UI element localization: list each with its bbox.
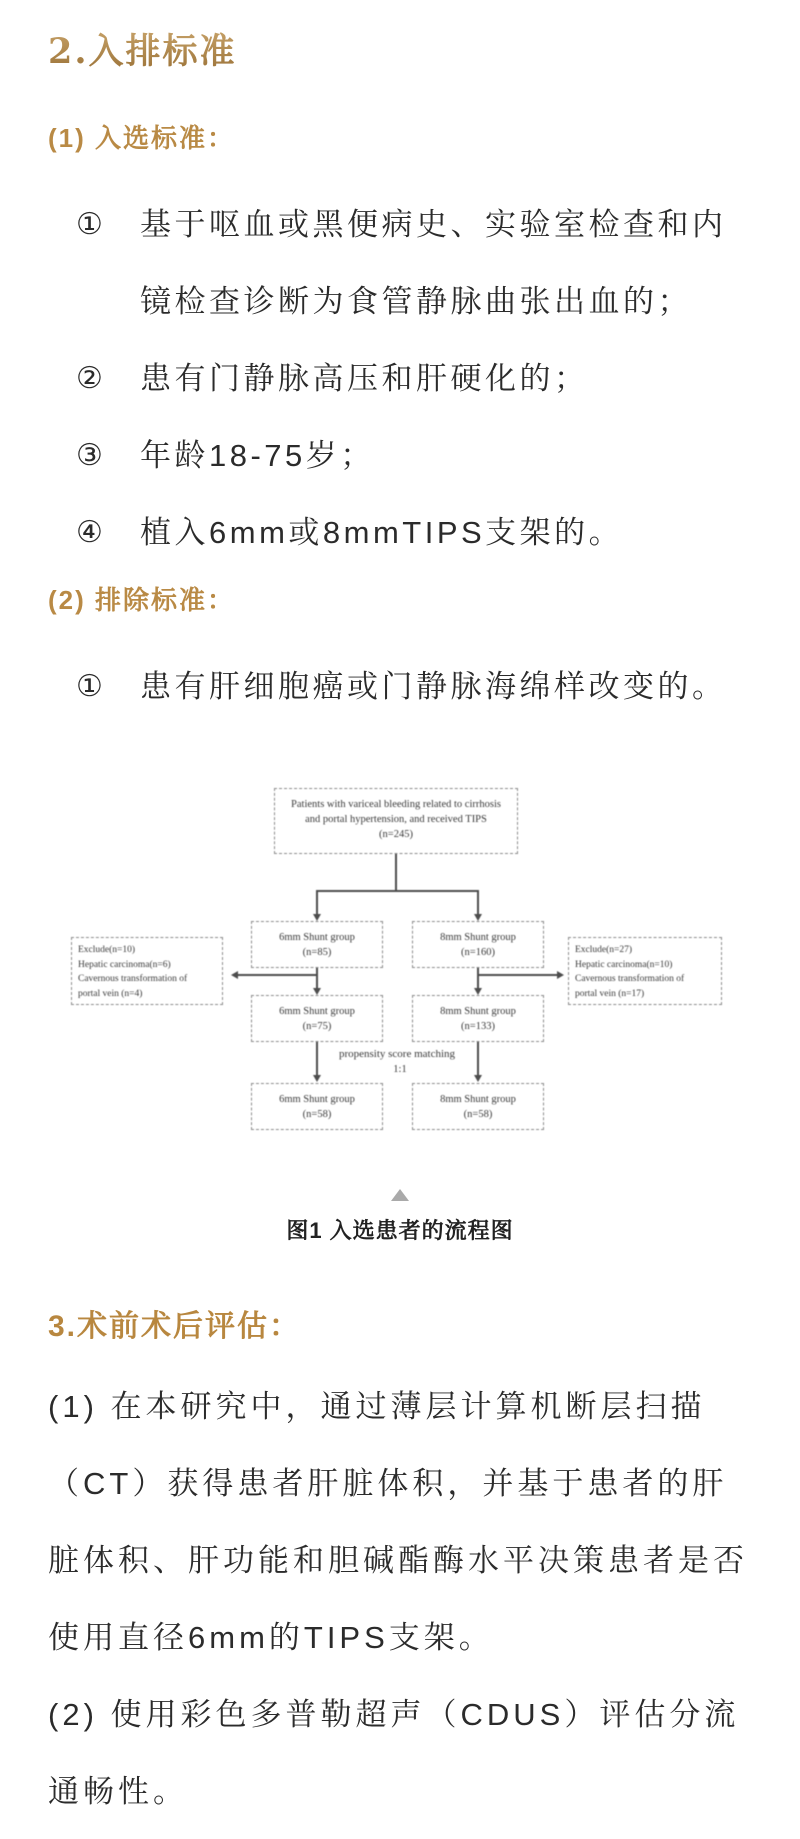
flow-box-6mm-initial: 6mm Shunt group (n=85) <box>251 921 383 968</box>
arrow-down-icon <box>313 914 321 921</box>
flow-box-6mm-matched: 6mm Shunt group (n=58) <box>251 1083 383 1130</box>
flow-connector <box>395 854 397 890</box>
assessment-paragraph-1: (1) 在本研究中，通过薄层计算机断层扫描 （CT）获得患者肝脏体积，并基于患者的肝 脏体积、肝功能和胆碱酯酶水平决策患者是否 使用直径6mm的TIPS支架。 <box>48 1389 748 1655</box>
arrow-down-icon <box>474 988 482 995</box>
section-heading-inclusion: (1) 入选标准： <box>48 123 236 153</box>
flow-box-exclude-right: Exclude(n=27) Hepatic carcinoma(n=10) Cavernous transformation of portal vein (n=17) <box>568 937 722 1005</box>
flow-box-patients-total: Patients with variceal bleeding related to cirrhosis and portal hypertension, and received TIPS (n=245) <box>274 788 518 854</box>
item-marker: ① <box>76 208 103 241</box>
arrow-down-icon <box>313 988 321 995</box>
flow-connector <box>316 968 318 988</box>
page-title: 2.入排标准 <box>48 24 237 74</box>
assessment-paragraph-2: (2) 使用彩色多普勒超声（CDUS）评估分流 通畅性。 <box>48 1697 740 1809</box>
flow-box-8mm-initial: 8mm Shunt group (n=160) <box>412 921 544 968</box>
flow-connector <box>477 968 479 988</box>
flow-connector <box>316 1042 318 1075</box>
item-text: 患有肝细胞癌或门静脉海绵样改变的。 <box>140 669 727 704</box>
arrow-down-icon <box>313 1075 321 1082</box>
item-marker: ① <box>76 670 103 703</box>
section-heading-assessment: 3.术前术后评估： <box>48 1310 302 1343</box>
item-text: 年龄18-75岁； <box>140 438 375 473</box>
flow-connector <box>238 974 317 976</box>
flow-connector <box>477 890 479 914</box>
flow-connector <box>316 890 318 914</box>
figure-caption: 图1 入选患者的流程图 <box>286 1218 514 1243</box>
item-marker: ② <box>76 362 103 395</box>
arrow-left-icon <box>231 971 238 979</box>
list-item <box>76 417 766 494</box>
item-text: 基于呕血或黑便病史、实验室检查和内 镜检查诊断为食管静脉曲张出血的； <box>140 207 727 319</box>
item-marker: ④ <box>76 516 103 549</box>
collapse-triangle-icon <box>391 1189 409 1201</box>
flow-box-8mm-matched: 8mm Shunt group (n=58) <box>412 1083 544 1130</box>
arrow-right-icon <box>557 971 564 979</box>
matching-label: propensity score matching <box>338 1048 456 1060</box>
list-item <box>76 648 766 725</box>
list-item <box>76 186 766 340</box>
section-heading-exclusion: (2) 排除标准： <box>48 585 236 615</box>
flow-connector <box>477 1042 479 1075</box>
list-item <box>76 494 766 571</box>
item-marker: ③ <box>76 439 103 472</box>
flow-box-exclude-left: Exclude(n=10) Hepatic carcinoma(n=6) Cavernous transformation of portal vein (n=4) <box>71 937 223 1005</box>
arrow-down-icon <box>474 914 482 921</box>
flow-connector <box>478 974 557 976</box>
flow-box-8mm-after-exclusion: 8mm Shunt group (n=133) <box>412 995 544 1042</box>
matching-ratio: 1:1 <box>393 1064 407 1075</box>
list-item <box>76 340 766 417</box>
flow-box-6mm-after-exclusion: 6mm Shunt group (n=75) <box>251 995 383 1042</box>
arrow-down-icon <box>474 1075 482 1082</box>
inclusion-list <box>76 186 766 571</box>
figure-flowchart-image <box>60 780 740 1140</box>
exclusion-list <box>76 648 766 725</box>
flow-connector <box>316 890 479 892</box>
item-text: 患有门静脉高压和肝硬化的； <box>140 361 589 396</box>
item-text: 植入6mm或8mmTIPS支架的。 <box>140 515 624 550</box>
